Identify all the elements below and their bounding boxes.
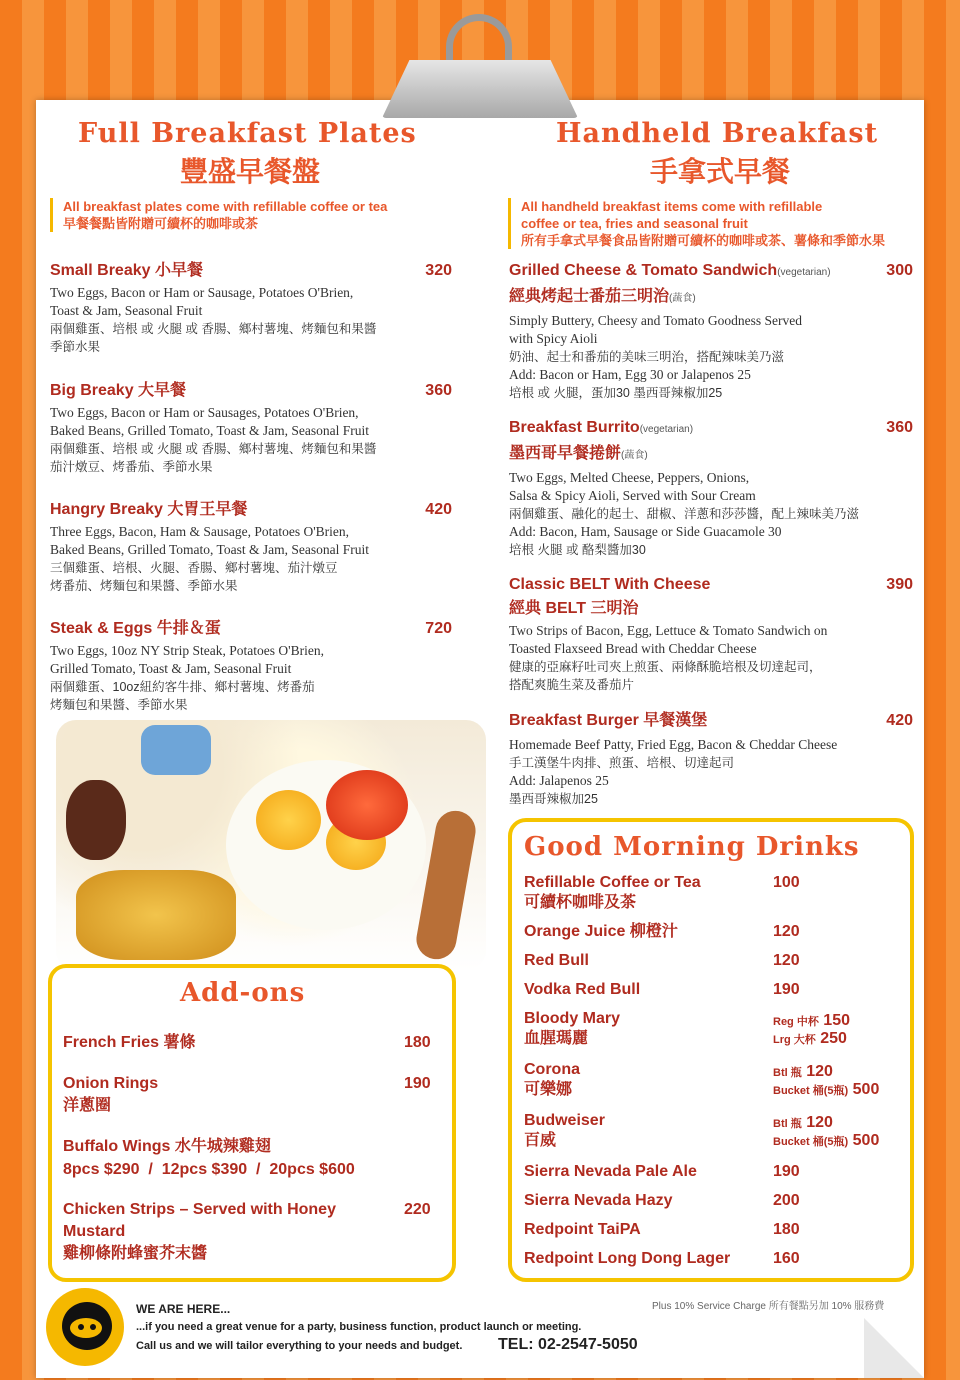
drink-price-2 [773, 1081, 879, 1100]
item-name-text: Breakfast Burger 早餐漢堡 [509, 712, 708, 729]
addons-title: Add-ons [180, 978, 306, 1008]
footer-tel: TEL: 02-2547-5050 [498, 1336, 638, 1353]
item-name-zh-text: 墨西哥早餐捲餅 [509, 445, 622, 462]
item-name [509, 258, 913, 286]
drink-name: Redpoint Long Dong Lager [524, 1250, 731, 1267]
item-desc: Two Eggs, 10oz NY Strip Steak, Potatoes O'Brien, Grilled Tomato, Toast & Jam, Seasonal Fruit [50, 643, 324, 676]
drink-size-price: 120 [806, 1063, 833, 1080]
item-name-zh [509, 443, 913, 467]
item-tag-zh: (蔬食) [669, 293, 696, 304]
drink-size-label: Bucket 桶(5瓶) [773, 1136, 849, 1148]
drink-price: 180 [773, 1221, 800, 1238]
item-desc-zh: 兩個雞蛋、融化的起士、甜椒、洋蔥和莎莎醬，配上辣味美乃滋 [509, 507, 860, 521]
drink-name: Vodka Red Bull [524, 981, 641, 998]
item-desc-zh: 手工漢堡牛肉排、煎蛋、培根、切達起司 [509, 756, 735, 770]
item-desc: Three Eggs, Bacon, Ham & Sausage, Potatoes O'Brien, Baked Beans, Grilled Tomato, Toast & Jam, Seasonal Fruit [50, 524, 369, 557]
drink-price: 190 [773, 1163, 800, 1180]
item-add: Add: Jalapenos 25 [509, 773, 609, 788]
item-name-zh-text: 經典烤起士番茄三明治 [509, 288, 670, 305]
item-name-zh [509, 598, 913, 620]
item-name: Hangry Breaky 大胃王早餐 [50, 501, 248, 518]
drink-name: Bloody Mary 血腥瑪麗 [524, 1010, 621, 1047]
item-add-zh: 培根 或 火腿，蛋加30 墨西哥辣椒加25 [509, 386, 723, 400]
left-note [50, 198, 483, 232]
page-curl [864, 1318, 924, 1378]
right-note [508, 198, 931, 249]
left-menu-item [50, 258, 452, 356]
drink-size-price: 150 [823, 1012, 850, 1029]
item-desc-zh: 健康的亞麻籽吐司夾上煎蛋、兩條酥脆培根及切達起司， 搭配爽脆生菜及番茄片 [509, 660, 822, 692]
right-menu-item [509, 708, 913, 808]
item-name-zh [509, 286, 913, 310]
item-price: 300 [886, 262, 913, 279]
drink-price: 190 [773, 981, 800, 998]
footer-line2: Call us and we will tailor everything to your needs and budget. [136, 1340, 463, 1352]
item-desc-zh: 兩個雞蛋、10oz紐約客牛排、鄉村薯塊、烤番茄 烤麵包和果醬、季節水果 [50, 680, 315, 712]
drink-price: 200 [773, 1192, 800, 1209]
item-add-zh: 墨西哥辣椒加25 [509, 792, 598, 806]
right-note-zh: 所有手拿式早餐食品皆附贈可續杯的咖啡或茶、薯條和季節水果 [521, 233, 886, 248]
addon-name: French Fries 薯條 [63, 1034, 196, 1051]
item-desc: Homemade Beef Patty, Fried Egg, Bacon & Cheddar Cheese [509, 737, 838, 752]
drink-name: Redpoint TaiPA [524, 1221, 641, 1238]
right-title-en: Handheld Breakfast [556, 118, 879, 149]
drink-size-label: Lrg 大杯 [773, 1034, 816, 1046]
drink-price: 120 [773, 923, 800, 940]
item-desc: Two Eggs, Bacon or Ham or Sausage, Potatoes O'Brien, Toast & Jam, Seasonal Fruit [50, 285, 354, 318]
left-note-en: All breakfast plates come with refillable coffee or tea [63, 199, 388, 214]
left-menu-item [50, 497, 452, 595]
drink-price-1 [773, 1063, 833, 1082]
item-price: 420 [425, 501, 452, 518]
item-desc-zh: 三個雞蛋、培根、火腿、香腸、鄉村薯塊、茄汁燉豆 烤番茄、烤麵包和果醬、季節水果 [50, 561, 338, 593]
drink-price-2 [773, 1132, 879, 1151]
item-name: Big Breaky 大早餐 [50, 382, 187, 399]
drink-price-1 [773, 1012, 850, 1031]
item-price: 320 [425, 262, 452, 279]
item-desc: Simply Buttery, Cheesy and Tomato Goodness Served with Spicy Aioli [509, 313, 803, 346]
drink-name: Orange Juice 柳橙汁 [524, 923, 678, 940]
drinks-title: Good Morning Drinks [524, 832, 860, 862]
item-price: 360 [425, 382, 452, 399]
addon-name: Chicken Strips – Served with Honey Mustard 雞柳條附蜂蜜芥末醬 [63, 1201, 336, 1262]
left-title-zh: 豐盛早餐盤 [180, 155, 321, 188]
addon-price: 220 [404, 1201, 431, 1218]
drink-size-label: Bucket 桶(5瓶) [773, 1085, 849, 1097]
drink-price: 120 [773, 952, 800, 969]
drink-name: Red Bull [524, 952, 589, 969]
monkey-logo-icon [46, 1288, 124, 1366]
item-desc: Two Strips of Bacon, Egg, Lettuce & Tomato Sandwich on Toasted Flaxseed Bread with Cheddar Cheese [509, 623, 828, 656]
drink-size-price: 250 [820, 1030, 847, 1047]
item-tag-zh: (蔬食) [621, 450, 648, 461]
item-tag: (vegetarian) [639, 424, 694, 435]
drink-size-price: 500 [852, 1081, 880, 1098]
item-name [509, 572, 913, 598]
item-add-zh: 培根 火腿 或 酪梨醬加30 [509, 543, 646, 557]
item-name: Small Breaky 小早餐 [50, 262, 203, 279]
item-price: 720 [425, 620, 452, 637]
item-add: Add: Bacon, Ham, Sausage or Side Guacamole 30 [509, 524, 782, 539]
item-name [509, 708, 913, 734]
drink-price: 160 [773, 1250, 800, 1267]
drink-size-price: 500 [852, 1132, 880, 1149]
addon-price: 180 [404, 1034, 431, 1051]
item-desc: Two Eggs, Melted Cheese, Peppers, Onions, Salsa & Spicy Aioli, Served with Sour Cream [509, 470, 756, 503]
drink-price-1 [773, 1114, 833, 1133]
item-tag: (vegetarian) [777, 267, 831, 278]
addon-sub: 8pcs $290 / 12pcs $390 / 20pcs $600 [63, 1161, 355, 1178]
drink-price: 100 [773, 874, 800, 891]
left-note-zh: 早餐餐點皆附贈可續杯的咖啡或茶 [63, 216, 259, 231]
addon-name: Onion Rings 洋蔥圈 [63, 1075, 159, 1114]
addon-price: 190 [404, 1075, 431, 1092]
footer-here: WE ARE HERE... [136, 1302, 231, 1316]
service-charge: Plus 10% Service Charge 所有餐點另加 10% 服務費 [652, 1301, 885, 1312]
drink-size-label: Reg 中杯 [773, 1016, 819, 1028]
item-price: 420 [886, 712, 913, 729]
left-menu-item [50, 378, 452, 476]
item-name-text: Breakfast Burrito [509, 419, 640, 436]
item-desc-zh: 兩個雞蛋、培根 或 火腿 或 香腸、鄉村薯塊、烤麵包和果醬 季節水果 [50, 322, 377, 354]
drink-name: Sierra Nevada Pale Ale [524, 1163, 697, 1180]
right-menu-item [509, 258, 913, 402]
item-price: 390 [886, 576, 913, 593]
right-menu-item [509, 572, 913, 694]
drink-name: Sierra Nevada Hazy [524, 1192, 673, 1209]
item-name-text: Classic BELT With Cheese [509, 576, 711, 593]
item-add: Add: Bacon or Ham, Egg 30 or Jalapenos 25 [509, 367, 751, 382]
item-desc-zh: 兩個雞蛋、培根 或 火腿 或 香腸、鄉村薯塊、烤麵包和果醬 茄汁燉豆、烤番茄、季節水果 [50, 442, 377, 474]
right-menu-item [509, 415, 913, 559]
left-title-en: Full Breakfast Plates [78, 118, 417, 149]
drink-size-price: 120 [806, 1114, 833, 1131]
item-name-zh-text: 經典 BELT 三明治 [509, 600, 639, 617]
right-title-zh: 手拿式早餐 [650, 155, 791, 188]
addon-name: Buffalo Wings 水牛城辣雞翅 [63, 1138, 271, 1155]
item-desc: Two Eggs, Bacon or Ham or Sausages, Potatoes O'Brien, Baked Beans, Grilled Tomato, Toast & Jam, Seasonal Fruit [50, 405, 369, 438]
drink-name: Corona 可樂娜 [524, 1061, 580, 1098]
left-menu-item [50, 616, 452, 714]
footer-line1: ...if you need a great venue for a party, business function, product launch or meeting. [136, 1321, 582, 1333]
drink-name: Refillable Coffee or Tea 可續杯咖啡及茶 [524, 874, 701, 911]
item-name [509, 415, 913, 443]
drink-size-label: Btl 瓶 [773, 1118, 802, 1130]
item-price: 360 [886, 419, 913, 436]
drink-price-2 [773, 1030, 847, 1049]
item-desc-zh: 奶油、起士和番茄的美味三明治，搭配辣味美乃滋 [509, 350, 785, 364]
clipboard-clip-icon [382, 14, 578, 118]
item-name: Steak & Eggs 牛排＆蛋 [50, 620, 221, 637]
breakfast-plate-photo [56, 720, 486, 970]
drink-size-label: Btl 瓶 [773, 1067, 802, 1079]
item-name-text: Grilled Cheese & Tomato Sandwich [509, 262, 778, 279]
right-note-en: All handheld breakfast items come with refillable coffee or tea, fries and seasonal fruit [521, 199, 823, 231]
drink-name: Budweiser 百威 [524, 1112, 605, 1149]
